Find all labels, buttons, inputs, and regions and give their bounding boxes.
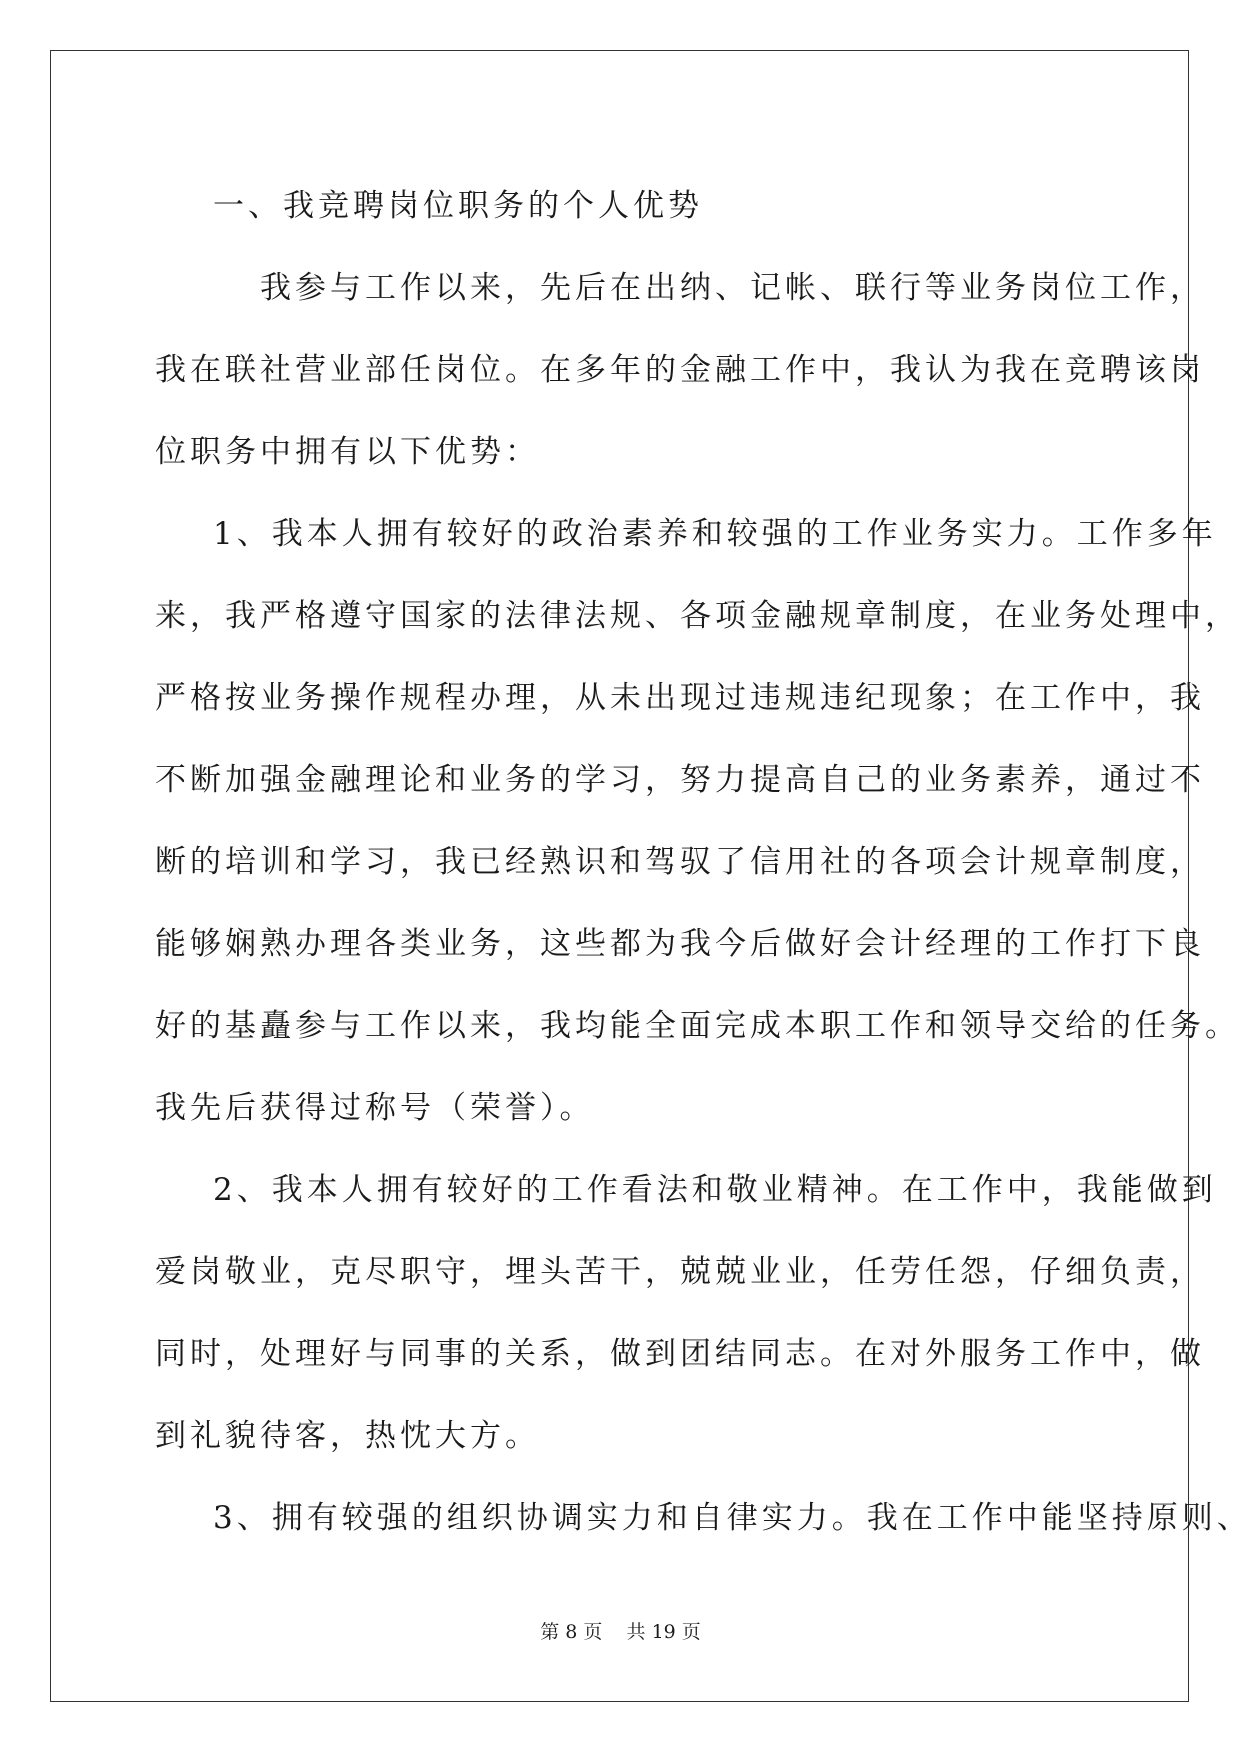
- list-item-line: 3、拥有较强的组织协调实力和自律实力。我在工作中能坚持原则、: [213, 1500, 1252, 1536]
- text-line: 不断加强金融理论和业务的学习，努力提高自己的业务素养，通过不: [155, 762, 1205, 798]
- page-footer: [0, 1617, 1241, 1644]
- list-item-line: 2、我本人拥有较好的工作看法和敬业精神。在工作中，我能做到: [213, 1172, 1217, 1208]
- text-line: 同时，处理好与同事的关系，做到团结同志。在对外服务工作中，做: [155, 1336, 1205, 1372]
- list-item-line: 1、我本人拥有较好的政治素养和较强的工作业务实力。工作多年: [213, 516, 1217, 552]
- text-line: 我参与工作以来，先后在出纳、记帐、联行等业务岗位工作，: [260, 270, 1205, 306]
- section-heading: 一、我竞聘岗位职务的个人优势: [213, 188, 703, 224]
- text-line: 爱岗敬业，克尽职守，埋头苦干，兢兢业业，任劳任怨，仔细负责，: [155, 1254, 1205, 1290]
- text-line: 严格按业务操作规程办理，从未出现过违规违纪现象；在工作中，我: [155, 680, 1205, 716]
- text-line: 我在联社营业部任岗位。在多年的金融工作中，我认为我在竞聘该岗: [155, 352, 1205, 388]
- text-line: 能够娴熟办理各类业务，这些都为我今后做好会计经理的工作打下良: [155, 926, 1205, 962]
- document-body: [155, 165, 1252, 1559]
- page-total: 共 19 页: [626, 1621, 701, 1643]
- text-line: 到礼貌待客，热忱大方。: [155, 1418, 540, 1454]
- text-line: 好的基矗参与工作以来，我均能全面完成本职工作和领导交给的任务。: [155, 1008, 1240, 1044]
- text-line: 我先后获得过称号（荣誉）。: [155, 1090, 595, 1126]
- text-line: 位职务中拥有以下优势：: [155, 434, 540, 470]
- text-line: 断的培训和学习，我已经熟识和驾驭了信用社的各项会计规章制度，: [155, 844, 1205, 880]
- text-line: 来，我严格遵守国家的法律法规、各项金融规章制度，在业务处理中，: [155, 598, 1240, 634]
- page-number: 第 8 页: [540, 1621, 603, 1643]
